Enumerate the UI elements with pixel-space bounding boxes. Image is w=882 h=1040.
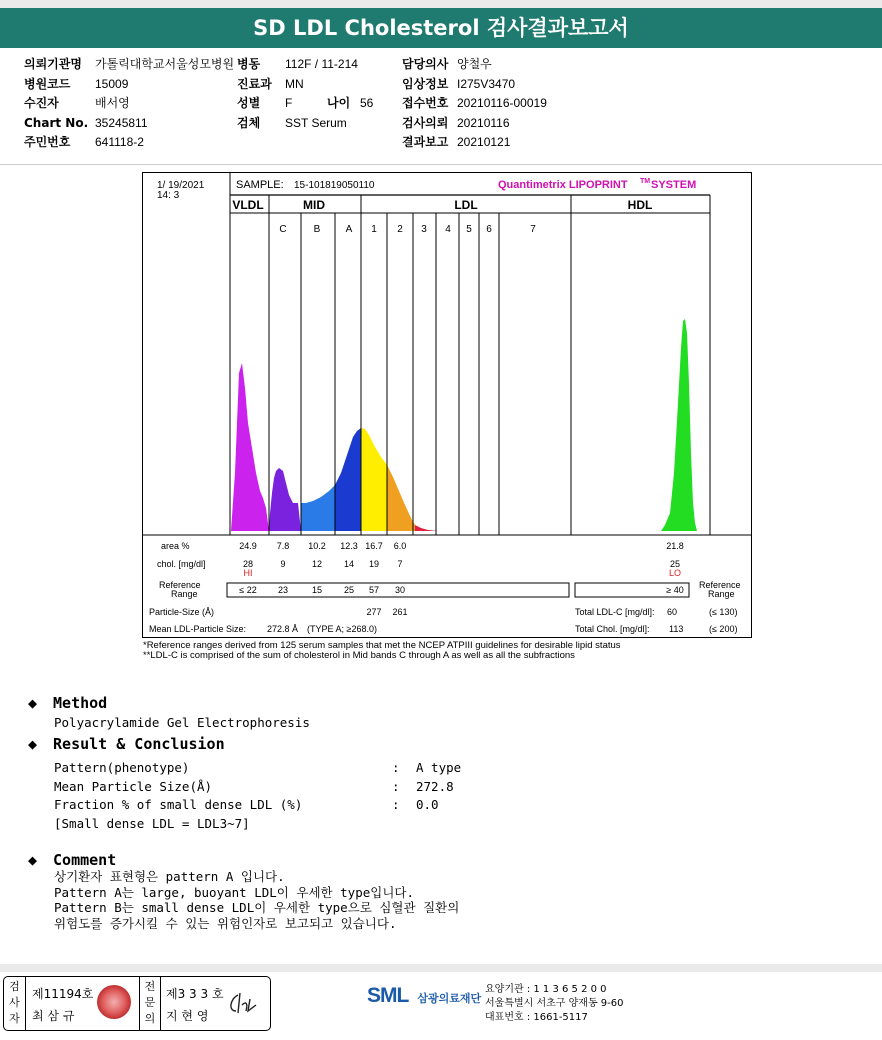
peak-hdl bbox=[661, 319, 697, 531]
comment-section bbox=[28, 851, 459, 931]
reference-notes bbox=[143, 641, 621, 661]
ref-cell-mid-c: 23 bbox=[277, 585, 289, 595]
info-value: 20210116-00019 bbox=[457, 96, 547, 110]
top-strip bbox=[0, 0, 882, 8]
info-row-department bbox=[237, 75, 373, 95]
org-line: 서울특별시 서초구 양재동 9-60 bbox=[485, 998, 624, 1009]
brand-tm: TM bbox=[640, 178, 651, 185]
peak-ldl3 bbox=[415, 525, 438, 531]
row-label-ref1: Reference bbox=[159, 580, 201, 590]
band-label-2: 2 bbox=[397, 224, 403, 235]
info-row-specimen bbox=[237, 114, 373, 134]
peak-mid-c bbox=[269, 468, 301, 531]
info-label: 임상정보 bbox=[402, 76, 449, 91]
info-label: 병원코드 bbox=[24, 76, 71, 91]
org-contact bbox=[485, 983, 624, 1025]
patient-info-col2 bbox=[237, 55, 373, 133]
result-heading: Result & Conclusion bbox=[53, 735, 225, 753]
tester-name: 최 삼 규 bbox=[32, 1009, 75, 1023]
patient-info-col3 bbox=[402, 55, 547, 153]
chol-cell-mid-b: 12 bbox=[311, 559, 323, 569]
info-row-request-date bbox=[402, 114, 547, 134]
ref-cell-mid-a: 25 bbox=[343, 585, 355, 595]
band-label-c: C bbox=[279, 224, 287, 235]
signature-scribble-icon bbox=[226, 991, 262, 1017]
info-value: 112F / 11-214 bbox=[285, 57, 358, 71]
org-line: 대표번호 : 1661-5117 bbox=[485, 1012, 588, 1023]
report-title: SD LDL Cholesterol 검사결과보고서 bbox=[0, 8, 882, 48]
chart-time: 14: 3 bbox=[157, 190, 180, 201]
chol-cell-vldl: 28 bbox=[242, 559, 254, 569]
group-label-mid: MID bbox=[303, 198, 325, 212]
info-label: 담당의사 bbox=[402, 57, 449, 71]
row-label-mean: Mean LDL-Particle Size: bbox=[149, 624, 247, 634]
chol-cell-mid-a: 14 bbox=[343, 559, 355, 569]
ref-cell-vldl: ≤ 22 bbox=[239, 585, 257, 595]
band-label-a: A bbox=[345, 224, 353, 235]
ref-cell-ldl1: 57 bbox=[368, 585, 380, 595]
row-label-psize: Particle-Size (Å) bbox=[149, 607, 215, 617]
sml-logo-text: SML bbox=[367, 984, 409, 1007]
result-row: Pattern(phenotype) : A type bbox=[54, 759, 461, 778]
info-row-chart-no bbox=[24, 114, 234, 134]
info-row-patient bbox=[24, 94, 234, 114]
band-dividers bbox=[269, 195, 571, 535]
area-cell-mid-a: 12.3 bbox=[340, 541, 358, 551]
info-row-clinical bbox=[402, 75, 547, 95]
result-row: Fraction % of small dense LDL (%) : 0.0 bbox=[54, 796, 461, 815]
psize-cell-ldl1: 277 bbox=[366, 607, 382, 617]
total-ldl-label: Total LDL-C [mg/dl]: bbox=[575, 607, 655, 617]
flag-hdl: LO bbox=[668, 568, 682, 578]
result-label: Mean Particle Size(Å) bbox=[54, 778, 213, 794]
band-label-5: 5 bbox=[466, 224, 472, 235]
sample-id: 15-101819050110 bbox=[294, 180, 375, 191]
info-label: 검사의뢰 bbox=[402, 115, 449, 130]
tester-license-no: 제11194호 bbox=[32, 987, 94, 1001]
band-label-4: 4 bbox=[445, 224, 451, 235]
info-row-ward bbox=[237, 55, 373, 75]
brand-name: Quantimetrix LIPOPRINT bbox=[498, 179, 628, 191]
method-heading: Method bbox=[53, 694, 108, 712]
result-section bbox=[28, 735, 461, 833]
area-cell-ldl1: 16.7 bbox=[365, 541, 383, 551]
result-table bbox=[54, 759, 461, 833]
info-row-report-date bbox=[402, 133, 547, 153]
info-value: 35245811 bbox=[95, 115, 148, 130]
info-value: 641118-2 bbox=[95, 135, 144, 149]
comment-line: 위험도를 증가시킬 수 있는 위험인자로 보고되고 있습니다. bbox=[54, 915, 397, 931]
group-label-ldl: LDL bbox=[454, 198, 478, 212]
patient-info-col1 bbox=[24, 55, 234, 153]
info-label: 주민번호 bbox=[24, 135, 71, 149]
org-line: 요양기관 : 1 1 3 6 5 2 0 0 bbox=[485, 984, 607, 995]
info-label: 결과보고 bbox=[402, 135, 449, 149]
diamond-bullet-icon: ◆ bbox=[28, 851, 38, 869]
info-label: Chart No. bbox=[24, 115, 89, 130]
info-row-receipt-no bbox=[402, 94, 547, 114]
area-cell-hdl: 21.8 bbox=[666, 541, 684, 551]
info-label: 진료과 bbox=[237, 76, 272, 91]
tester-role-label: 검 사 자 bbox=[4, 977, 26, 1030]
info-label: 의뢰기관명 bbox=[24, 57, 82, 71]
info-value: 가톨릭대학교서울성모병원 bbox=[95, 57, 235, 71]
info-label: 검체 bbox=[237, 115, 261, 130]
area-cell-vldl: 24.9 bbox=[239, 541, 257, 551]
comment-heading: Comment bbox=[53, 851, 117, 869]
band-label-7: 7 bbox=[530, 224, 536, 235]
flag-vldl: HI bbox=[243, 568, 253, 578]
comment-line: Pattern B는 small dense LDL이 우세한 type으로 심혈관 질환의 bbox=[54, 900, 460, 915]
info-value: 20210116 bbox=[457, 115, 510, 130]
band-label-6: 6 bbox=[486, 224, 492, 235]
org-logo bbox=[367, 984, 481, 1008]
ref-cell-hdl: ≥ 40 bbox=[666, 585, 684, 595]
total-chol-range: (≤ 200) bbox=[709, 624, 738, 634]
mean-size-value: 272.8 Å bbox=[267, 624, 299, 634]
lipoprint-chart bbox=[142, 172, 752, 638]
info-row-doctor bbox=[402, 55, 547, 75]
peak-ldl2 bbox=[387, 465, 415, 531]
info-value: SST Serum bbox=[285, 115, 347, 130]
info-label: 나이 bbox=[327, 96, 351, 110]
chart-date: 1/ 19/2021 bbox=[157, 180, 205, 191]
total-chol-value: 113 bbox=[669, 624, 684, 634]
result-note: [Small dense LDL = LDL3~7] bbox=[54, 815, 250, 831]
area-cell-mid-b: 10.2 bbox=[308, 541, 326, 551]
info-label: 성별 bbox=[237, 96, 261, 110]
brand-system: SYSTEM bbox=[651, 179, 697, 191]
total-ldl-range: (≤ 130) bbox=[709, 607, 738, 617]
group-label-vldl: VLDL bbox=[232, 198, 264, 212]
info-row-sex-age bbox=[237, 94, 373, 114]
total-ldl-value: 60 bbox=[667, 607, 678, 617]
info-label: 접수번호 bbox=[402, 96, 449, 110]
doctor-license-no: 제3 3 3 호 bbox=[166, 987, 224, 1001]
result-row: Mean Particle Size(Å) : 272.8 bbox=[54, 778, 461, 797]
comment-text bbox=[54, 869, 459, 931]
result-value: 272.8 bbox=[416, 778, 454, 794]
result-value: A type bbox=[416, 760, 462, 775]
note-line-1: *Reference ranges derived from 125 serum samples that met the NCEP ATPIII guidelines for desirable lipid status bbox=[143, 640, 621, 651]
info-value: F bbox=[285, 96, 293, 110]
peak-ldl1 bbox=[361, 428, 387, 531]
peak-mid-a bbox=[335, 428, 361, 531]
doctor-role-label: 전 문 의 bbox=[139, 977, 161, 1030]
info-value: I275V3470 bbox=[457, 76, 516, 91]
doctor-name: 지 현 영 bbox=[166, 1009, 209, 1023]
area-cell-mid-c: 7.8 bbox=[276, 541, 290, 551]
peak-vldl bbox=[231, 363, 269, 531]
chol-cell-hdl: 25 bbox=[669, 559, 681, 569]
peak-mid-b bbox=[301, 485, 335, 531]
chol-cell-mid-c: 9 bbox=[280, 559, 286, 569]
info-value: 양철우 bbox=[457, 57, 492, 71]
info-value: 15009 bbox=[95, 76, 129, 91]
info-value: 20210121 bbox=[457, 135, 511, 149]
method-section bbox=[28, 694, 310, 730]
info-row-institution bbox=[24, 55, 234, 75]
data-cells bbox=[239, 541, 684, 617]
result-label: Pattern(phenotype) bbox=[54, 760, 190, 775]
row-label-ref2: Range bbox=[171, 589, 198, 599]
band-label-3: 3 bbox=[421, 224, 427, 235]
ref-right-label2: Range bbox=[708, 589, 735, 599]
sample-label: SAMPLE: bbox=[236, 179, 284, 191]
diamond-bullet-icon: ◆ bbox=[28, 735, 38, 753]
band-label-1: 1 bbox=[371, 224, 377, 235]
info-label: 수진자 bbox=[24, 96, 59, 110]
org-name: 삼광의료재단 bbox=[417, 992, 482, 1005]
total-chol-label: Total Chol. [mg/dl]: bbox=[575, 624, 650, 634]
seal-stamp-icon bbox=[97, 985, 131, 1019]
psize-cell-ldl2: 261 bbox=[392, 607, 408, 617]
row-label-area: area % bbox=[161, 541, 190, 551]
result-value: 0.0 bbox=[416, 797, 439, 812]
header-divider bbox=[0, 164, 882, 165]
ref-right-label1: Reference bbox=[699, 580, 741, 590]
info-label: 병동 bbox=[237, 57, 261, 71]
chart-svg bbox=[143, 173, 751, 637]
group-label-hdl: HDL bbox=[627, 198, 653, 212]
signature-box bbox=[3, 976, 271, 1031]
info-row-hospital-code bbox=[24, 75, 234, 95]
info-row-resident-no bbox=[24, 133, 234, 153]
comment-line: 상기환자 표현형은 pattern A 입니다. bbox=[54, 869, 285, 884]
comment-line: Pattern A는 large, buoyant LDL이 우세한 type입니다. bbox=[54, 884, 414, 900]
method-text: Polyacrylamide Gel Electrophoresis bbox=[54, 715, 310, 730]
info-value: 56 bbox=[360, 96, 374, 110]
ref-cell-mid-b: 15 bbox=[311, 585, 323, 595]
mean-size-type: (TYPE A; ≥268.0) bbox=[307, 624, 377, 634]
chol-cell-ldl2: 7 bbox=[397, 559, 403, 569]
area-cell-ldl2: 6.0 bbox=[393, 541, 407, 551]
ref-cell-ldl2: 30 bbox=[394, 585, 406, 595]
band-label-b: B bbox=[313, 224, 321, 235]
diamond-bullet-icon: ◆ bbox=[28, 694, 38, 712]
chol-cell-ldl1: 19 bbox=[368, 559, 380, 569]
info-value: MN bbox=[285, 76, 304, 91]
result-label: Fraction % of small dense LDL (%) bbox=[54, 797, 303, 812]
note-line-2: **LDL-C is comprised of the sum of cholesterol in Mid bands C through A as well as all the subfractions bbox=[143, 650, 575, 661]
row-label-chol: chol. [mg/dl] bbox=[157, 559, 206, 569]
info-value: 배서영 bbox=[95, 96, 130, 110]
footer-divider bbox=[0, 964, 882, 972]
